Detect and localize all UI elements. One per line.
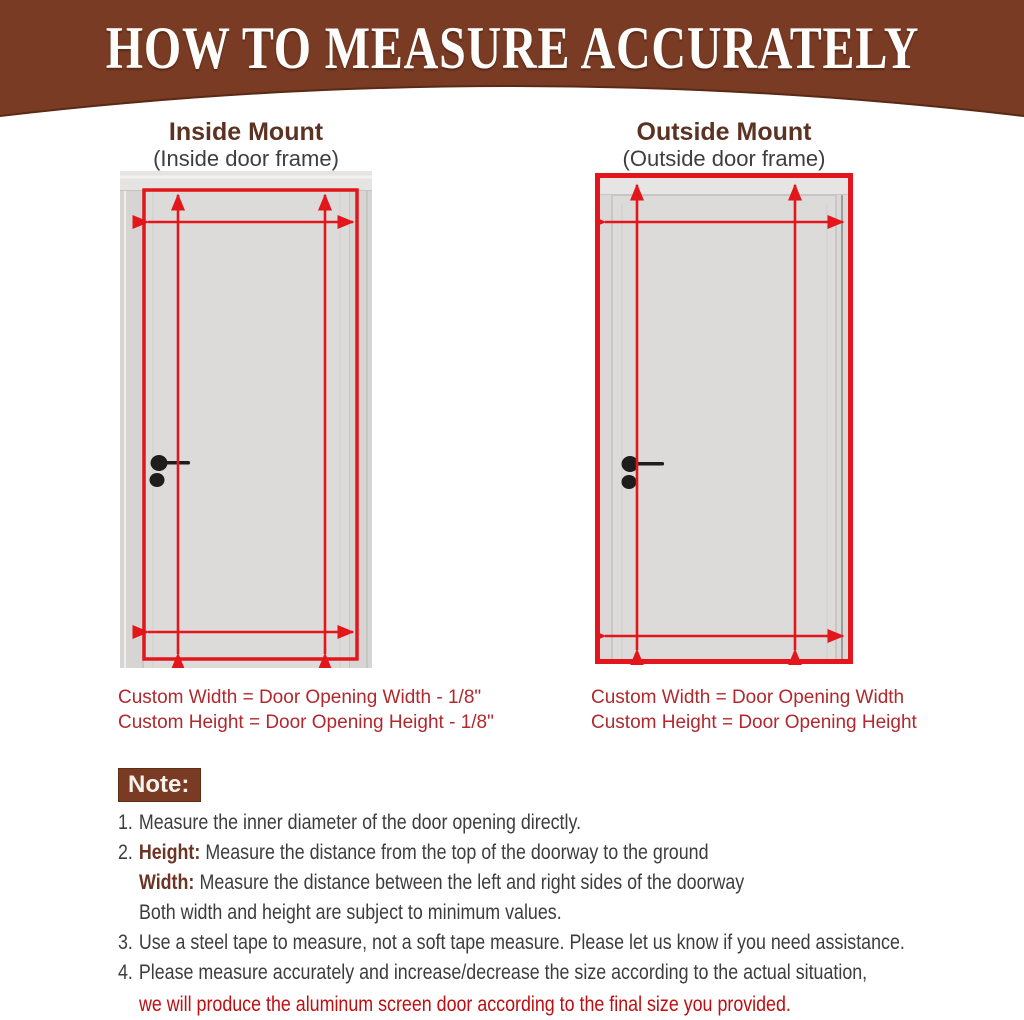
outside-height-formula: Custom Height = Door Opening Height [591,711,917,733]
note-item-2-width-text: Measure the distance between the left and right sides of the doorway [199,871,745,894]
note-item-4-text: Please measure accurately and increase/decrease the size according to the actual situation, [138,961,868,984]
outside-width-formula: Custom Width = Door Opening Width [591,687,905,708]
note-item-3-text: Use a steel tape to measure, not a soft tape measure. Please let us know if you need assistance. [138,931,905,954]
note-item-2-height [118,841,813,865]
outside-mount-formulas [591,686,917,735]
note-item-4-red-text: we will produce the aluminum screen door according to the final size you provided. [139,993,791,1016]
height-label: Height: [138,841,201,864]
page-title: HOW TO MEASURE ACCURATELY [105,15,919,81]
outside-mount-door-diagram [595,173,853,665]
note-item-2-both-text: Both width and height are subject to minimum values. [139,901,562,924]
inside-mount-subtitle: (Inside door frame) [153,146,339,171]
inside-mount-title: Inside Mount [168,118,324,146]
note-item-3 [118,931,1024,955]
inside-mount-heading [86,119,406,171]
note-item-2-both [139,901,636,925]
width-label: Width: [139,871,195,894]
outside-mount-title: Outside Mount [636,118,812,146]
note-item-2-width [139,871,851,895]
note-label: Note: [118,768,201,802]
note-item-4 [118,961,999,985]
note-item-3-number: 3. [118,931,133,954]
inside-mount-door-diagram [120,171,372,668]
note-item-1-number: 1. [118,811,133,834]
note-item-4-red [139,993,906,1017]
inside-height-formula: Custom Height = Door Opening Height - 1/8" [118,711,494,733]
note-item-1-text: Measure the inner diameter of the door opening directly. [138,811,582,834]
note-item-2-number: 2. [118,841,133,864]
inside-width-formula: Custom Width = Door Opening Width - 1/8" [118,687,482,708]
inside-mount-formulas [118,686,494,735]
note-item-4-number: 4. [118,961,133,984]
door-slab [613,196,835,661]
outside-mount-heading [564,119,884,171]
note-item-1 [118,811,663,835]
outside-mount-subtitle: (Outside door frame) [622,146,826,171]
note-item-2-height-text: Measure the distance from the top of the doorway to the ground [205,841,709,864]
door-slab [144,192,349,668]
